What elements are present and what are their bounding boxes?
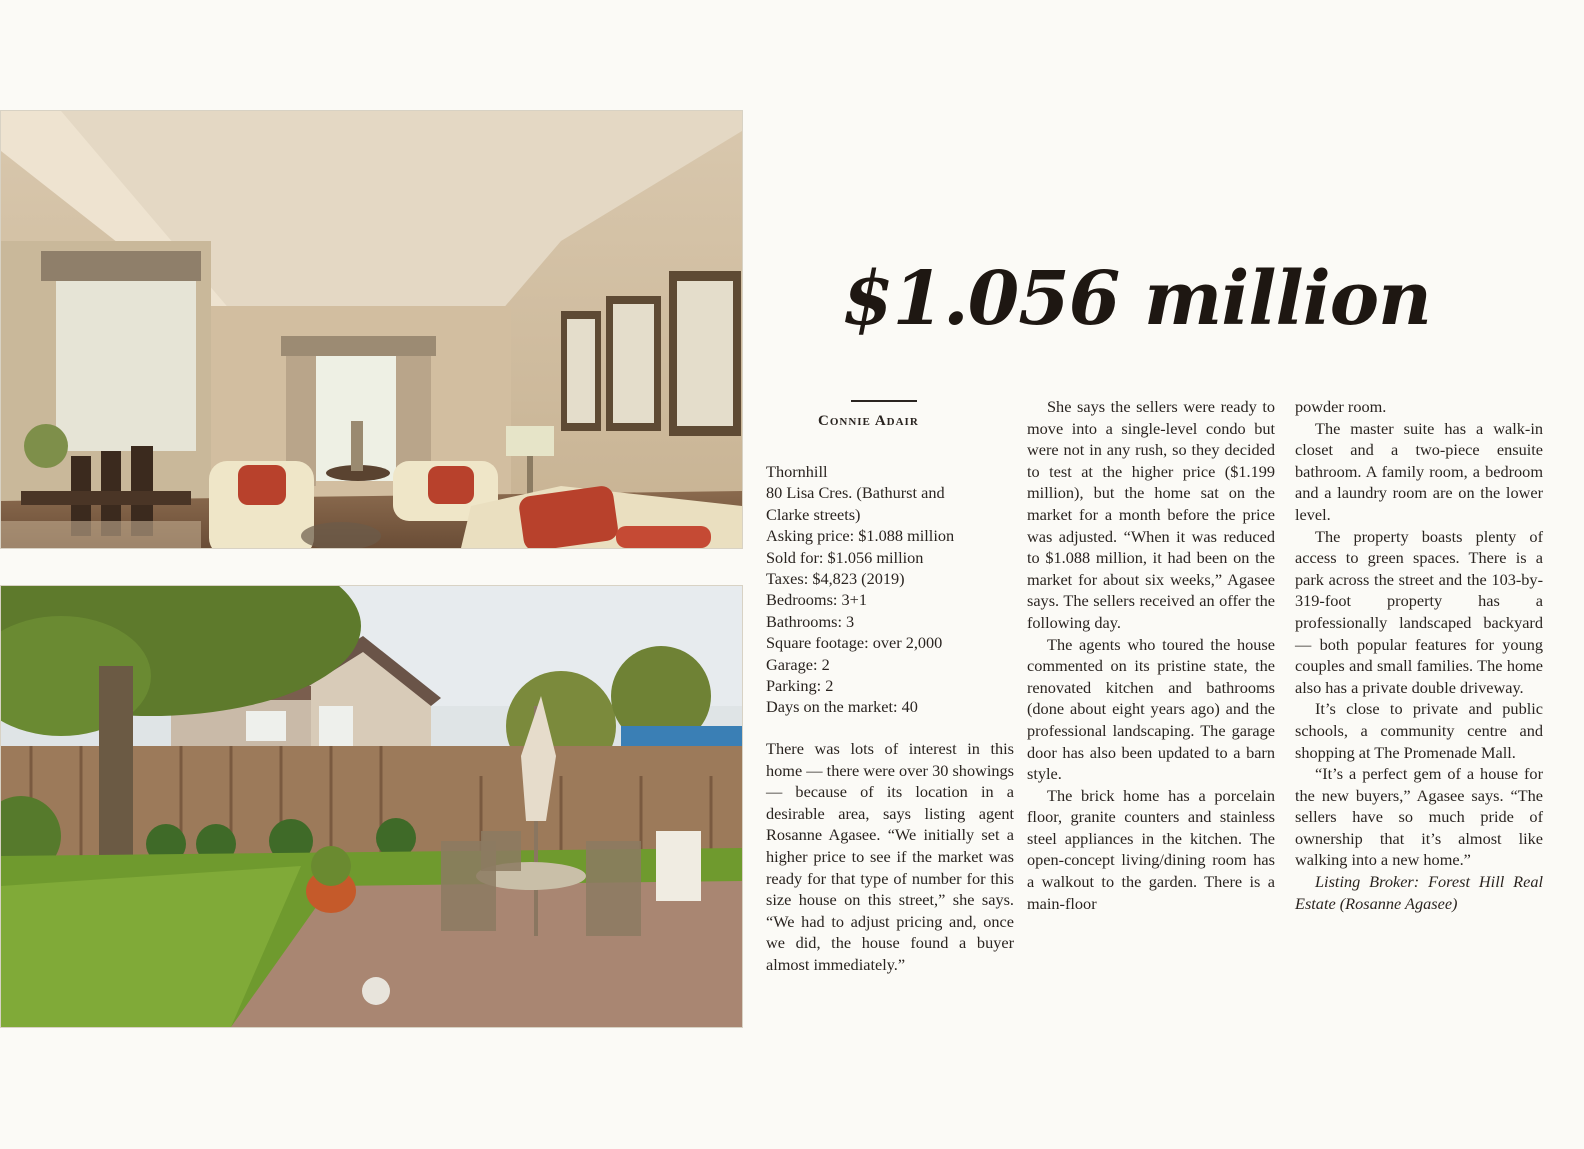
article-column-3 bbox=[1295, 396, 1543, 914]
fact-line: Thornhill bbox=[766, 462, 828, 481]
living-room-image bbox=[1, 111, 742, 548]
backyard-image bbox=[1, 586, 742, 1027]
paragraph: There was lots of interest in this home — there were over 30 showings — because of its location in a desirable area, says listing agent Rosanne Agasee. “We initially set a higher price to see if the market was ready for that type of number for this size house on this street,” she says. “We had to adjust pricing and, once we did, the house found a buyer almost immediately.” bbox=[766, 739, 1014, 974]
paragraph: It’s close to private and public schools, a community centre and shopping at The Promenade Mall. bbox=[1295, 699, 1543, 762]
fact-line: Garage: 2 bbox=[766, 654, 830, 674]
fact-line: Asking price: $1.088 million bbox=[766, 526, 955, 546]
paragraph: The property boasts plenty of access to green spaces. There is a park across the street and the 103-by-319-foot property has a professionally landscaped backyard — both popular features for young couples and small families. The home also has a private double driveway. bbox=[1295, 526, 1543, 697]
byline: Connie Adair bbox=[818, 413, 919, 429]
article-column-2 bbox=[1027, 396, 1275, 914]
fact-line: 80 Lisa Cres. (Bathurst and bbox=[766, 483, 945, 503]
fact-line: Square footage: over 2,000 bbox=[766, 633, 943, 653]
fact-line: Parking: 2 bbox=[766, 676, 834, 696]
fact-line: Clarke streets) bbox=[766, 504, 861, 524]
headline: $1.056 million bbox=[842, 256, 1431, 342]
byline-rule bbox=[851, 400, 917, 402]
backyard-photo bbox=[0, 585, 743, 1028]
fact-line: Sold for: $1.056 million bbox=[766, 547, 924, 567]
fact-line: Bathrooms: 3 bbox=[766, 611, 855, 631]
living-room-photo bbox=[0, 110, 743, 549]
paragraph: “It’s a perfect gem of a house for the new buyers,” Agasee says. “The sellers have so much pride of ownership that it’s almost like walking into a new home.” bbox=[1295, 764, 1543, 870]
fact-line: Days on the market: 40 bbox=[766, 697, 918, 717]
fact-line: Bedrooms: 3+1 bbox=[766, 590, 867, 610]
fact-line: Taxes: $4,823 (2019) bbox=[766, 569, 905, 589]
listing-broker: Listing Broker: Forest Hill Real Estate (Rosanne Agasee) bbox=[1295, 872, 1543, 913]
paragraph: She says the sellers were ready to move into a single-level condo but were not in any rush, so they decided to test at the higher price ($1.199 million), but the home sat on the market for a month before the price was adjusted. “When it was reduced to $1.088 million, it had been on the market for about six weeks,” Agasee says. The sellers received an offer the following day. bbox=[1027, 397, 1275, 632]
paragraph: The master suite has a walk-in closet and a two-piece ensuite bathroom. A family room, a bedroom and a laundry room are on the lower level. bbox=[1295, 418, 1543, 524]
paragraph: The agents who toured the house commented on its pristine state, the renovated kitchen and bathrooms (done about eight years ago) and the professional landscaping. The garage door has also been updated to a barn style. bbox=[1027, 634, 1275, 784]
paragraph: The brick home has a porcelain floor, granite counters and stainless steel appliances in the kitchen. The open-concept living/dining room has a walkout to the garden. There is a main-floor bbox=[1027, 785, 1275, 913]
listing-facts bbox=[766, 461, 1014, 718]
article-column-1 bbox=[766, 738, 1014, 976]
paragraph: powder room. bbox=[1295, 397, 1387, 416]
